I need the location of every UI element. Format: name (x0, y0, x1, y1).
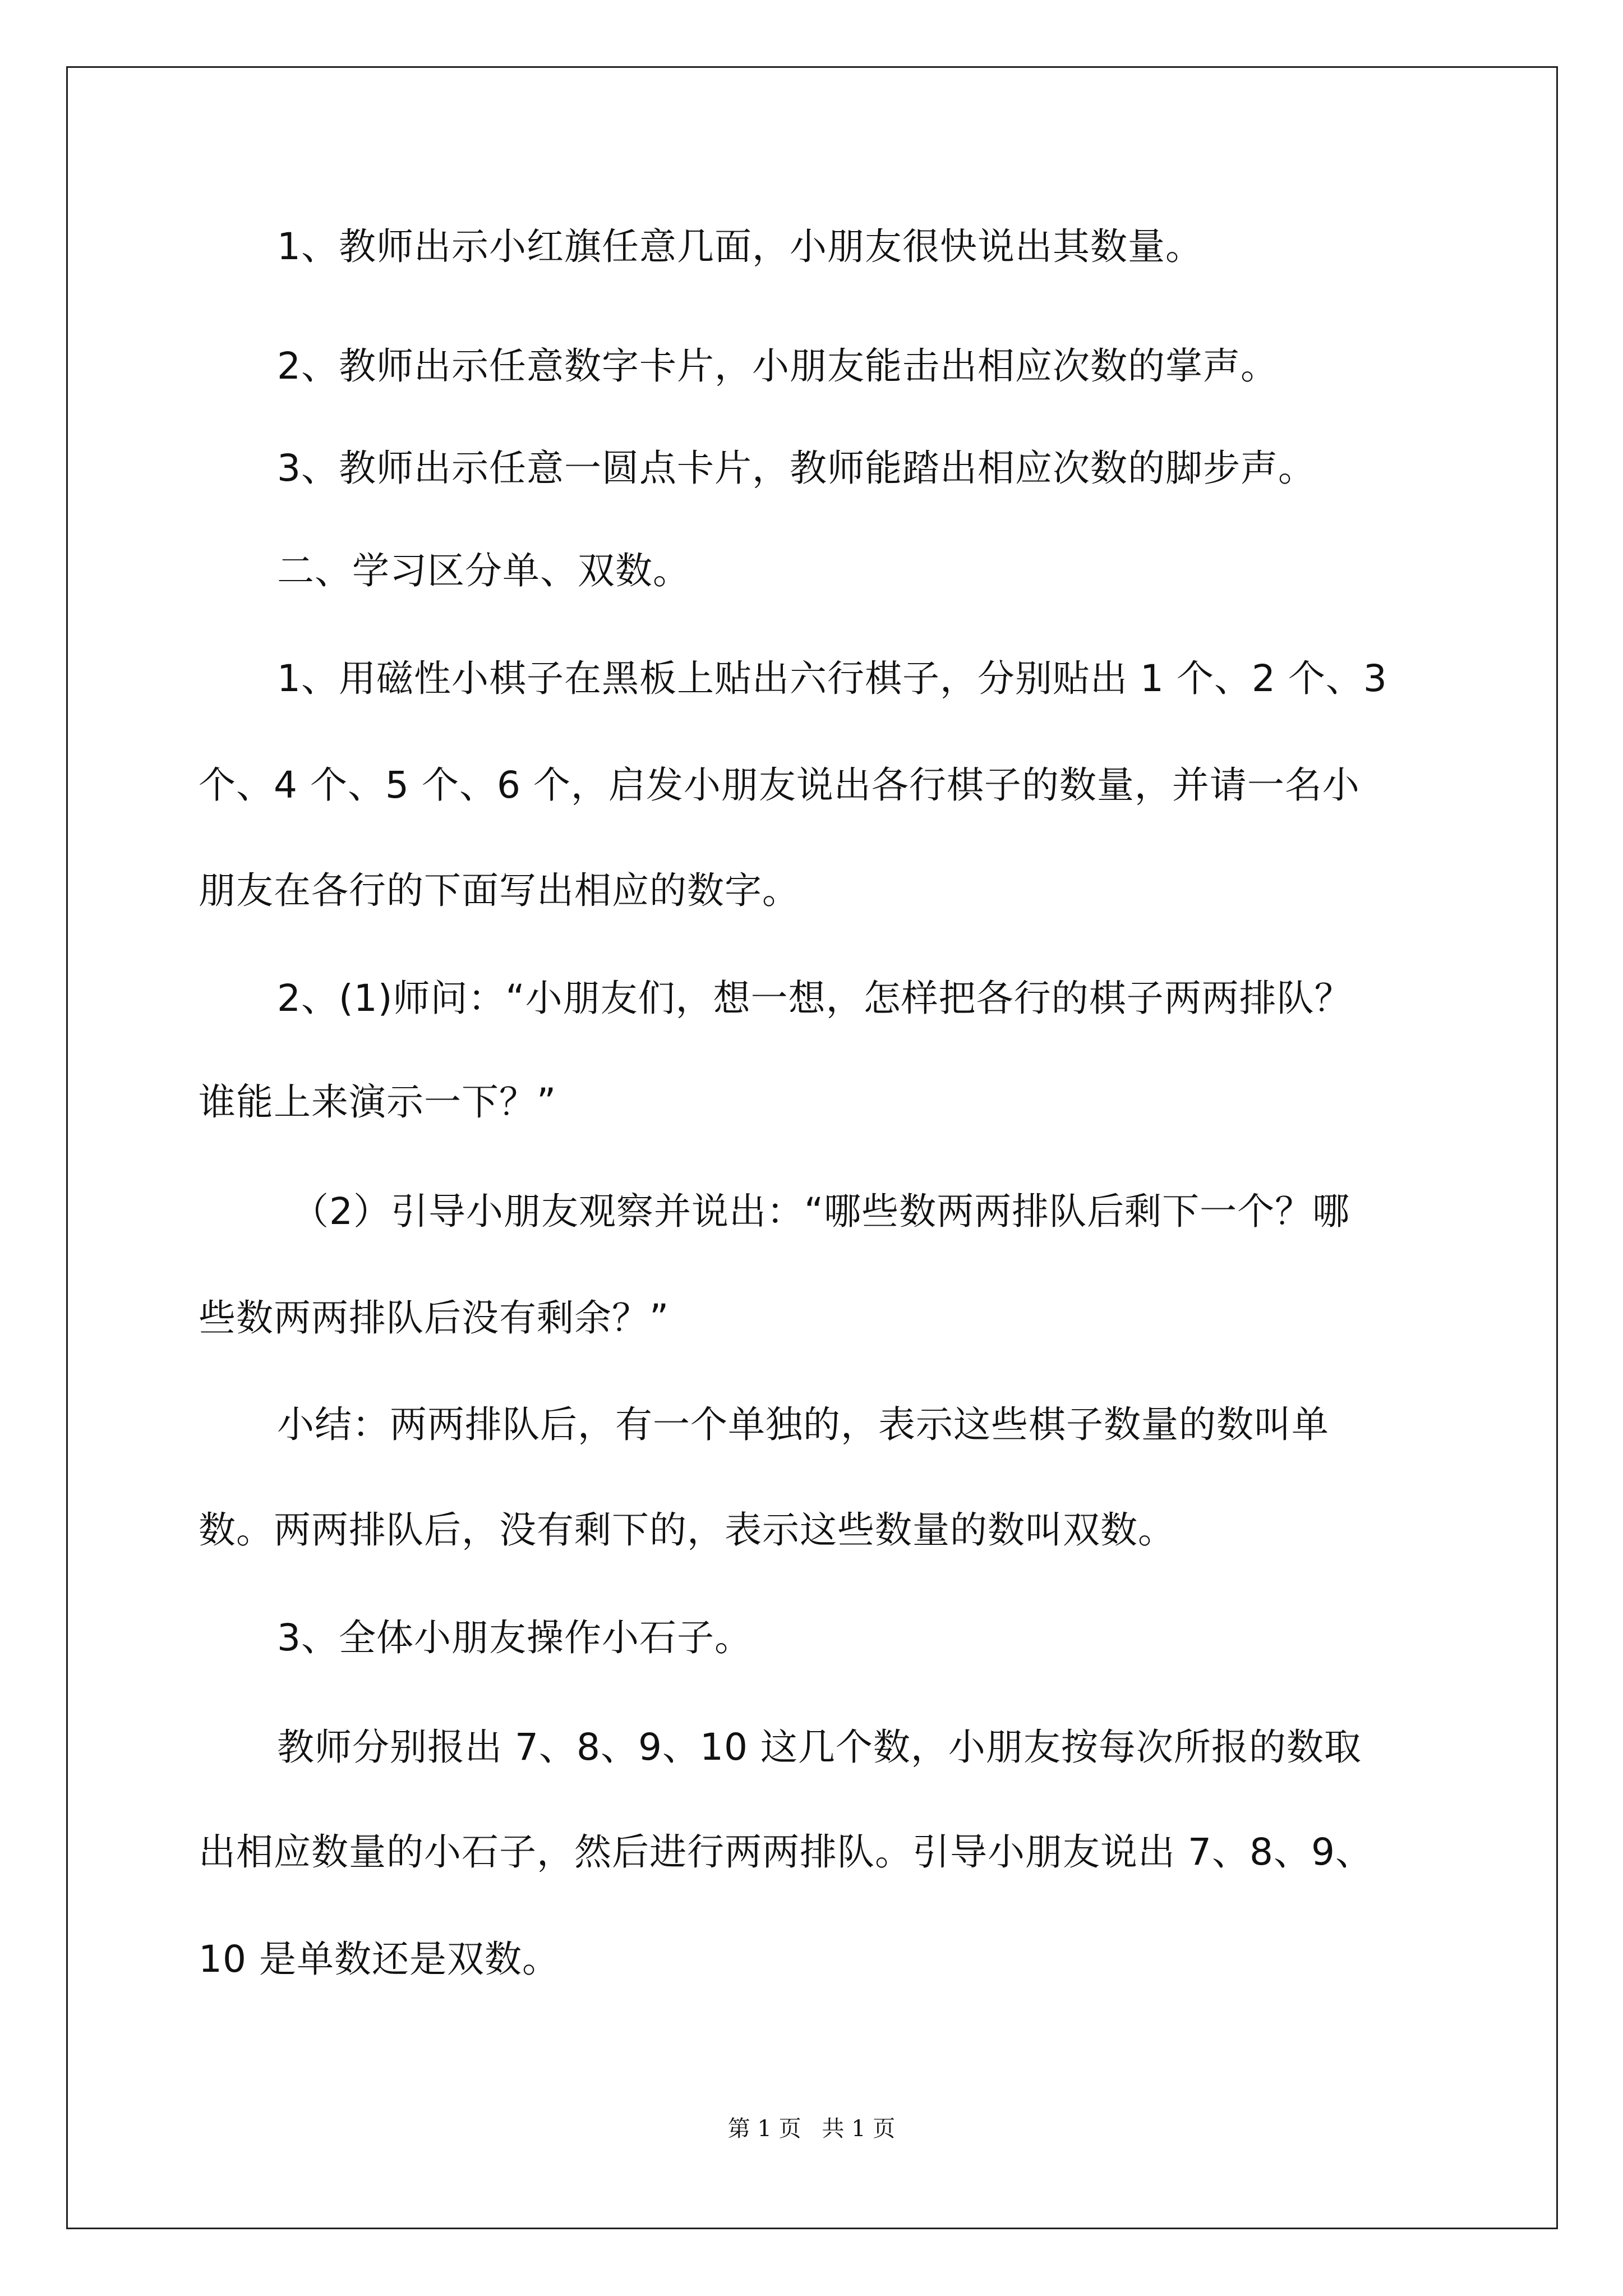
page-footer (0, 2115, 1623, 2143)
paragraph-line-9: 谁能上来演示一下？” (199, 1080, 557, 1124)
paragraph-line-8: 2、(1)师问：“小朋友们，想一想，怎样把各行的棋子两两排队？ (277, 977, 1352, 1020)
paragraph-line-3: 3、教师出示任意一圆点卡片，教师能踏出相应次数的脚步声。 (277, 447, 1316, 490)
paragraph-line-5: 1、用磁性小棋子在黑板上贴出六行棋子，分别贴出 1 个、2 个、3 (277, 657, 1387, 700)
page-border (66, 66, 1558, 2229)
paragraph-line-10: （2）引导小朋友观察并说出：“哪些数两两排队后剩下一个？哪 (292, 1190, 1350, 1233)
page-number: 第 1 页 (727, 2116, 801, 2142)
paragraph-line-17: 10 是单数还是双数。 (199, 1938, 560, 1981)
paragraph-line-1: 1、教师出示小红旗任意几面，小朋友很快说出其数量。 (277, 225, 1203, 268)
section-heading: 二、学习区分单、双数。 (277, 549, 690, 592)
paragraph-line-12: 小结：两两排队后，有一个单独的，表示这些棋子数量的数叫单 (277, 1403, 1329, 1446)
paragraph-line-14: 3、全体小朋友操作小石子。 (277, 1616, 752, 1659)
page-total: 共 1 页 (822, 2116, 896, 2142)
paragraph-line-16: 出相应数量的小石子，然后进行两两排队。引导小朋友说出 7、8、9、 (199, 1830, 1373, 1874)
paragraph-line-7: 朋友在各行的下面写出相应的数字。 (199, 869, 800, 912)
paragraph-line-6: 个、4 个、5 个、6 个，启发小朋友说出各行棋子的数量，并请一名小 (199, 763, 1360, 807)
paragraph-line-11: 些数两两排队后没有剩余？” (199, 1296, 670, 1340)
paragraph-line-2: 2、教师出示任意数字卡片，小朋友能击出相应次数的掌声。 (277, 344, 1278, 388)
paragraph-line-13: 数。两两排队后，没有剩下的，表示这些数量的数叫双数。 (199, 1508, 1175, 1552)
paragraph-line-15: 教师分别报出 7、8、9、10 这几个数，小朋友按每次所报的数取 (277, 1726, 1362, 1769)
